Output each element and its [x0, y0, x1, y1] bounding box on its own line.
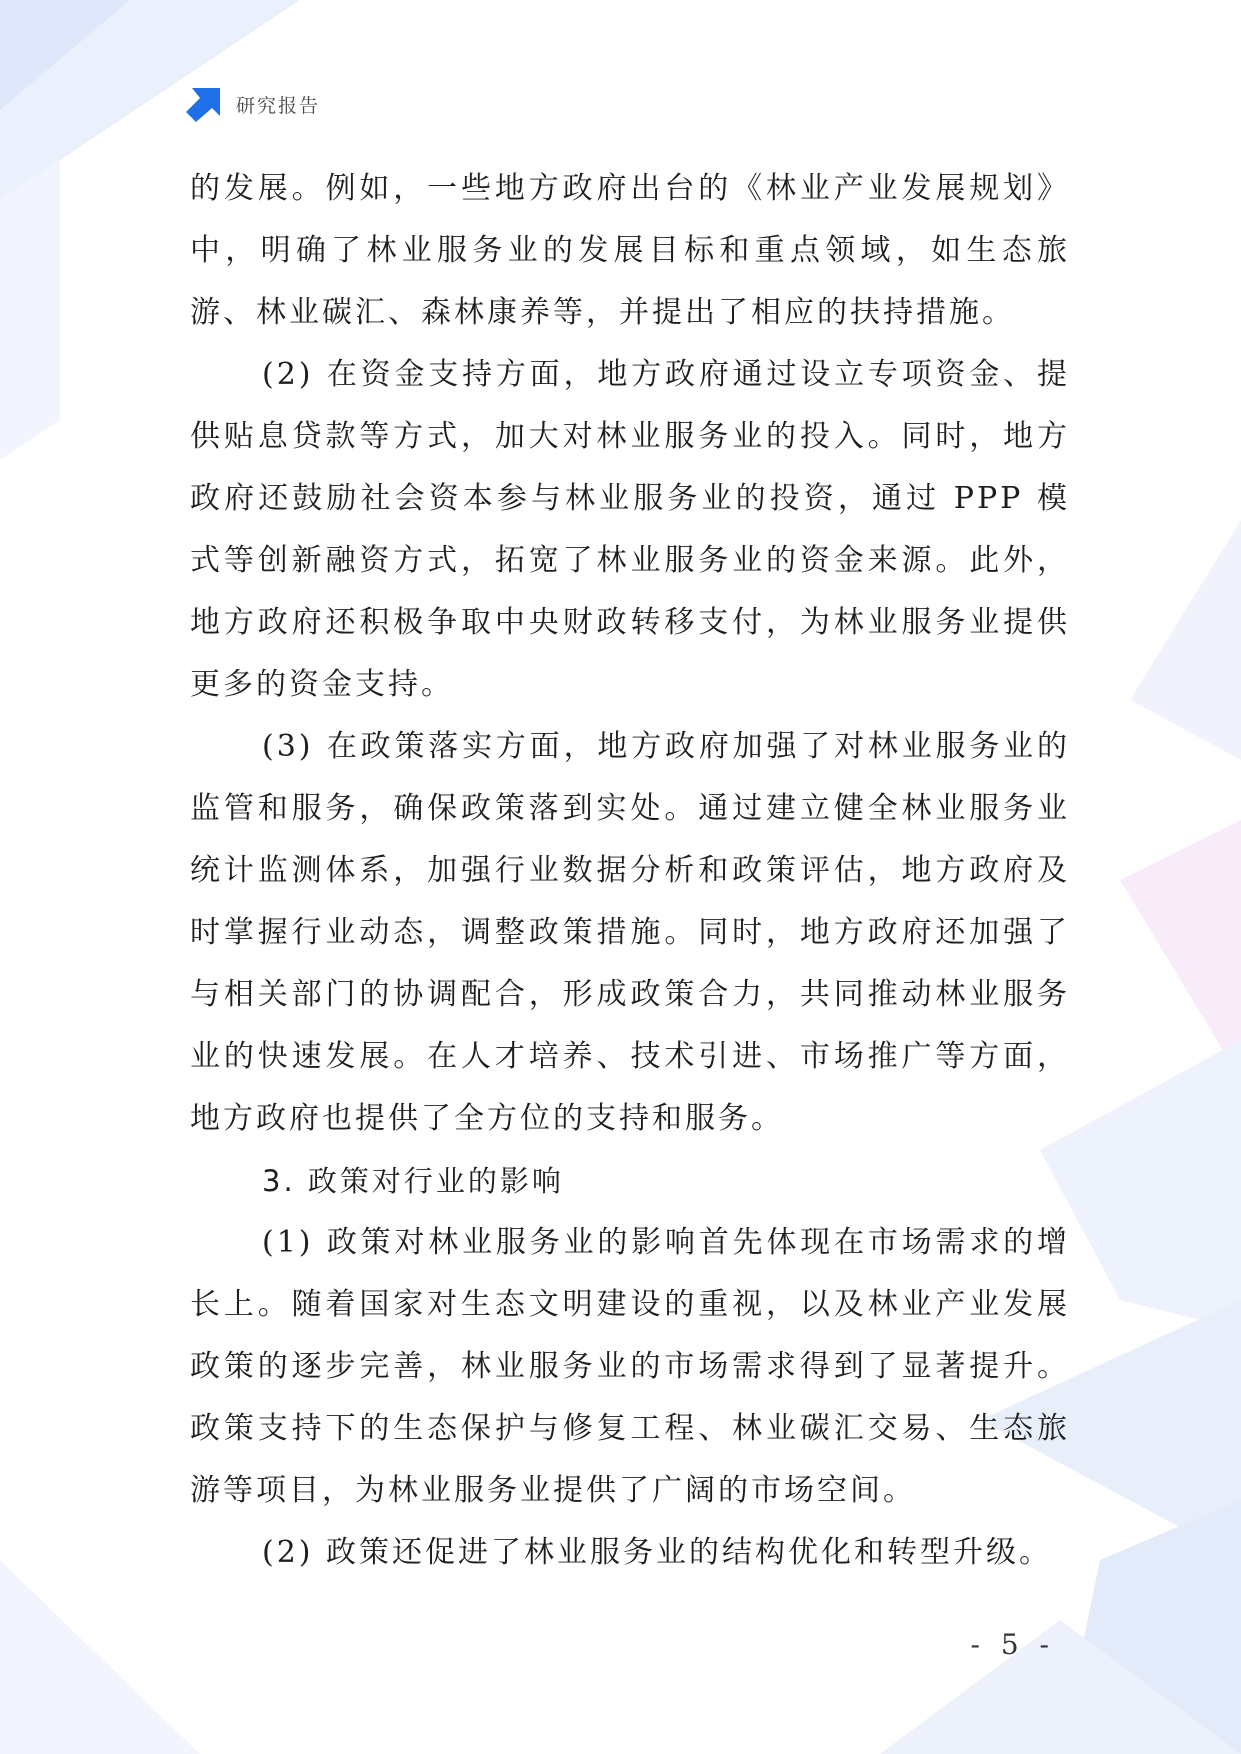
paragraph-continuation: 的发展。例如，一些地方政府出台的《林业产业发展规划》中，明确了林业服务业的发展目标和重点领域，如生态旅游、林业碳汇、森林康养等，并提出了相应的扶持措施。: [190, 171, 1070, 330]
paragraph-funding-support: (2) 在资金支持方面，地方政府通过设立专项资金、提供贴息贷款等方式，加大对林业服务业的投入。同时，地方政府还鼓励社会资本参与林业服务业的投资，通过 PPP 模式等创新融资方式，拓宽了林业服务业的资金来源。此外，地方政府还积极争取中央财政转移支付，为林业服务业提供更多的资金支持。: [190, 357, 1070, 702]
paragraph-policy-implementation: (3) 在政策落实方面，地方政府加强了对林业服务业的监管和服务，确保政策落到实处。通过建立健全林业服务业统计监测体系，加强行业数据分析和政策评估，地方政府及时掌握行业动态，调整政策措施。同时，地方政府还加强了与相关部门的协调配合，形成政策合力，共同推动林业服务业的快速发展。在人才培养、技术引进、市场推广等方面，地方政府也提供了全方位的支持和服务。: [190, 729, 1070, 1136]
header-title: 研究报告: [236, 94, 321, 117]
paragraph-market-demand: (1) 政策对林业服务业的影响首先体现在市场需求的增长上。随着国家对生态文明建设的重视，以及林业产业发展政策的逐步完善，林业服务业的市场需求得到了显著提升。政策支持下的生态保护与修复工程、林业碳汇交易、生态旅游等项目，为林业服务业提供了广阔的市场空间。: [190, 1225, 1070, 1508]
report-header: [186, 86, 320, 122]
document-body: [190, 158, 1070, 1584]
section-heading: 3. 政策对行业的影响: [262, 1164, 564, 1198]
page-number: - 5 -: [970, 1628, 1055, 1661]
arrow-logo-icon: [186, 86, 222, 122]
paragraph-structure-optimization: (2) 政策还促进了林业服务业的结构优化和转型升级。: [262, 1535, 1053, 1570]
